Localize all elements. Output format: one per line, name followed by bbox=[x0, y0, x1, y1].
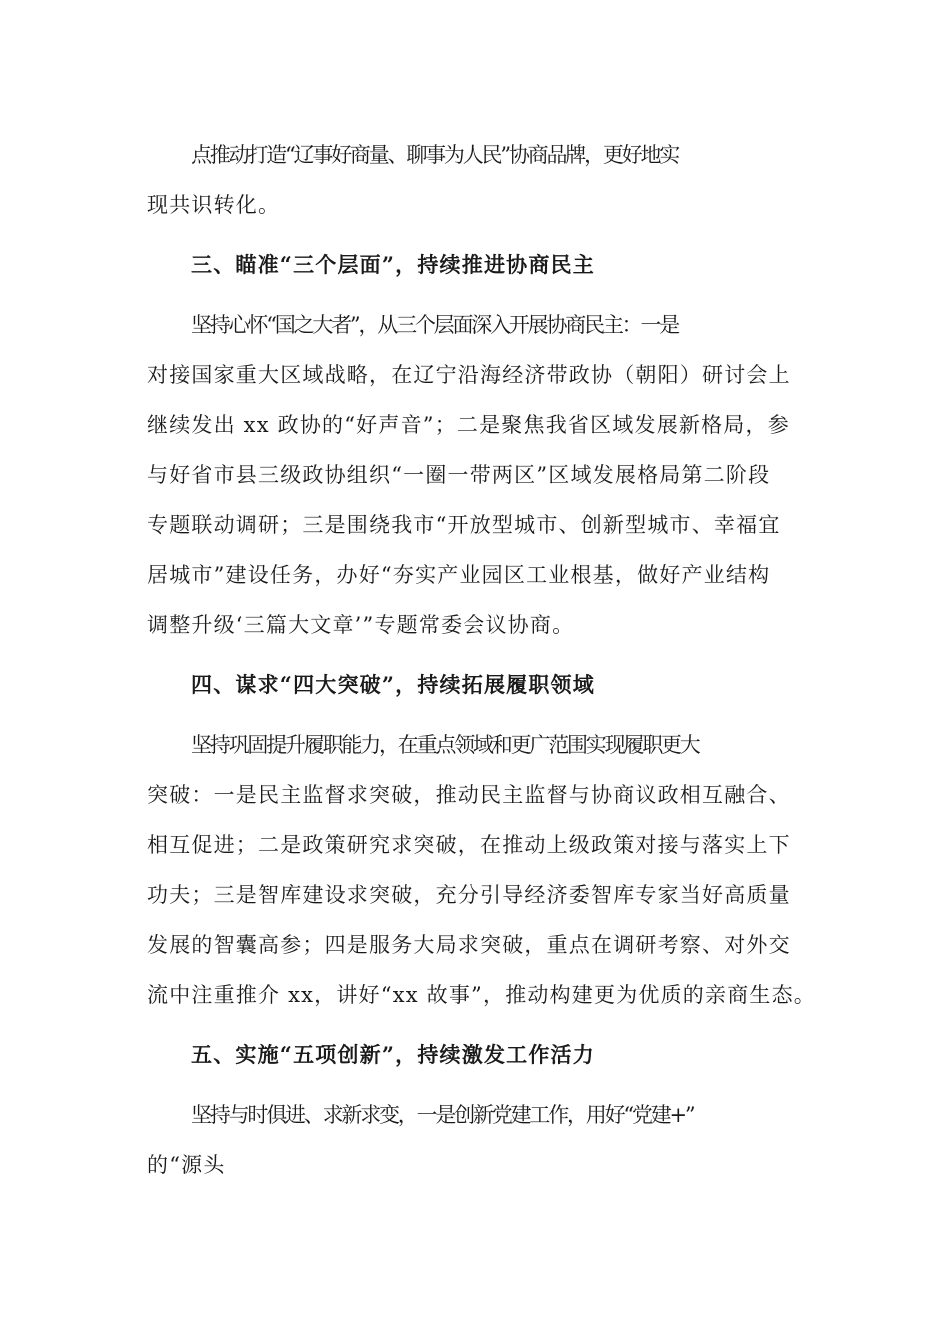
paragraph-line: 坚持心怀“国之大者”，从三个层面深入开展协商民主：一是 bbox=[191, 313, 679, 337]
paragraph-line: 流中注重推介 xx，讲好“xx 故事”，推动构建更为优质的亲商生态。 bbox=[147, 983, 816, 1007]
paragraph-line: 调整升级‘三篇大文章’”专题常委会议协商。 bbox=[147, 613, 575, 637]
paragraph-line: 居城市”建设任务，办好“夯实产业园区工业根基，做好产业结构 bbox=[147, 563, 771, 587]
section-heading-5: 五、实施“五项创新”，持续激发工作活力 bbox=[191, 1042, 595, 1067]
paragraph-line: 坚持巩固提升履职能力，在重点领域和更广范围实现履职更大 bbox=[191, 733, 699, 757]
paragraph-line: 坚持与时俱进、求新求变，一是创新党建工作，用好“党建+” bbox=[191, 1103, 694, 1127]
paragraph-line: 与好省市县三级政协组织“一圈一带两区”区域发展格局第二阶段 bbox=[147, 463, 771, 487]
paragraph-line: 专题联动调研；三是围绕我市“开放型城市、创新型城市、幸福宜 bbox=[147, 513, 781, 537]
paragraph-line: 点推动打造“辽事好商量、聊事为人民”协商品牌，更好地实 bbox=[191, 143, 679, 167]
paragraph-line: 继续发出 xx 政协的“好声音”；二是聚焦我省区域发展新格局，参 bbox=[147, 413, 790, 437]
paragraph-line: 对接国家重大区域战略，在辽宁沿海经济带政协（朝阳）研讨会上 bbox=[147, 363, 791, 387]
paragraph-line: 相互促进；二是政策研究求突破，在推动上级政策对接与落实上下 bbox=[147, 833, 791, 857]
paragraph-line: 突破：一是民主监督求突破，推动民主监督与协商议政相互融合、 bbox=[147, 783, 791, 807]
paragraph-line: 发展的智囊高参；四是服务大局求突破，重点在调研考察、对外交 bbox=[147, 933, 791, 957]
section-heading-4: 四、谋求“四大突破”，持续拓展履职领域 bbox=[191, 672, 595, 697]
section-heading-3: 三、瞄准“三个层面”，持续推进协商民主 bbox=[191, 252, 595, 277]
paragraph-line: 现共识转化。 bbox=[147, 193, 281, 217]
paragraph-line: 功夫；三是智库建设求突破，充分引导经济委智库专家当好高质量 bbox=[147, 883, 791, 907]
paragraph-line: 的“源头 bbox=[147, 1153, 226, 1177]
